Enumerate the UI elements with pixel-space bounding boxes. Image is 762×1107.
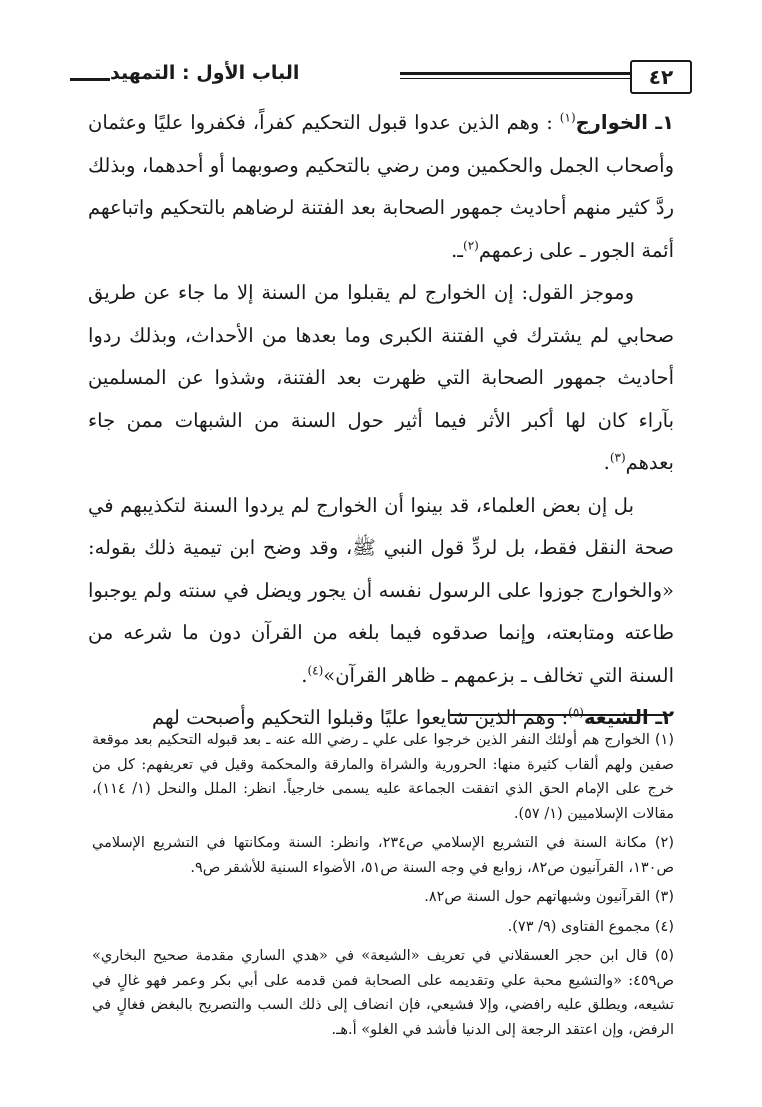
footnote-number: (٢) [654, 835, 675, 851]
page-header [70, 56, 692, 96]
paragraph-summary [88, 272, 674, 485]
footnote-text: قال ابن حجر العسقلاني في تعريف «الشيعة» في «هدي الساري مقدمة صحيح البخاري» ص٤٥٩: «والتشيع محبة علي وتقديمه على الصحابة فمن قدمه على أبي بكر وعمر فهو غالٍ في تشيعه، ويطلق عليه رافضي، وإلا فشيعي، فإن انضاف إلى ذلك السب والتصريح بالبغض فغالٍ في الرفض، وإن اعتقد الرجعة إلى الدنيا فأشد في الغلو» أ.هـ. [92, 948, 674, 1038]
footnote-separator [450, 714, 668, 716]
footnote-text: القرآنيون وشبهاتهم حول السنة ص٨٢. [424, 889, 651, 905]
paragraph-text: : وهم الذين عدوا قبول التحكيم كفراً، فكفروا عليًا وعثمان وأصحاب الجمل والحكمين ومن رضي بالتحكيم وصوبهما أو أحدهما، وبذلك ردَّ كثير منهم أحاديث جمهور الصحابة بعد الفتنة لرضاهم بالتحكيم واتباعهم أئمة الجور ـ على زعمهم [88, 111, 674, 262]
paragraph-tail: ـ. [451, 238, 464, 262]
term-khawarij: ١ـ الخوارج [575, 111, 674, 134]
footnote-ref-3[interactable]: (٣) [609, 450, 626, 465]
paragraph-text: : وهم الذين شايعوا عليًا وقبلوا التحكيم وأصبحت لهم [151, 706, 569, 729]
term-shia: ٢ـ الشيعة [583, 706, 674, 729]
footnote-number: (٤) [654, 918, 674, 935]
paragraph-text: وموجز القول: إن الخوارج لم يقبلوا من السنة إلا ما جاء عن طريق صحابي لم يشترك في الفتنة الكبرى وما بعدها من الأحداث، وبذلك ردوا أحاديث جمهور الصحابة التي ظهرت بعد الفتنة، وشذوا عن المسلمين بآراء كان لها أكبر الأثر فيما أثير حول السنة من الشبهات ممن جاء بعدهم [88, 281, 674, 474]
header-rule-tail [70, 78, 110, 81]
footnote-text: الخوارج هم أولئك النفر الذين خرجوا على علي ـ رضي الله عنه ـ بعد قبوله التحكيم بعد موقعة صفين ولهم ألقاب كثيرة منها: الحرورية والشراة والمارقة والمحكمة وقيل في تعريفهم: كل من خرج على الإمام الحق الذي اتفقت الجماعة عليه يسمى خارجياً. انظر: الملل والنحل (١/ ١١٤)، مقالات الإسلاميين (١/ ٥٧). [92, 732, 674, 822]
running-title: الباب الأول : التمهيد [110, 62, 300, 84]
footnote-4 [92, 915, 674, 940]
footnote-number: (١) [654, 732, 675, 748]
footnote-2 [92, 831, 674, 880]
footnote-1 [92, 728, 674, 826]
footnote-number: (٥) [654, 948, 674, 964]
footnote-ref-2[interactable]: (٢) [463, 238, 479, 252]
footnotes [92, 728, 674, 1047]
footnote-5 [92, 944, 674, 1042]
paragraph-tail: . [603, 451, 610, 474]
main-text [88, 102, 674, 740]
footnote-text: مجموع الفتاوى (٩/ ٧٣). [507, 918, 651, 935]
page-number: ٤٢ [630, 60, 692, 94]
footnote-3 [92, 885, 674, 910]
paragraph-khawarij [88, 102, 674, 272]
paragraph-ibn-taymiyya [88, 485, 674, 698]
paragraph-text: بل إن بعض العلماء، قد بينوا أن الخوارج لم يردوا السنة لتكذيبهم في صحة النقل فقط، بل لردِّ قول النبي ﷺ، وقد وضح ابن تيمية ذلك بقوله: «والخوارج جوزوا على الرسول نفسه أن يجور ويضل في سنته ولم يوجبوا طاعته ومتابعته، وإنما صدقوه فيما بلغه من القرآن دون ما شرعه من السنة التي تخالف ـ بزعمهم ـ ظاهر القرآن» [88, 493, 674, 687]
footnote-number: (٣) [654, 889, 674, 905]
footnote-ref-4[interactable]: (٤) [307, 663, 324, 677]
paragraph-tail: . [301, 663, 308, 687]
footnote-text: مكانة السنة في التشريع الإسلامي ص٢٣٤، وانظر: السنة ومكانتها في التشريع الإسلامي ص١٣٠، القرآنيون ص٨٢، زوابع في وجه السنة ص٥١، الأضواء السنية للأشقر ص٩. [92, 835, 674, 876]
footnote-ref-1[interactable]: (١) [559, 110, 576, 125]
header-rule [400, 72, 630, 82]
footnote-ref-5[interactable]: (٥) [568, 705, 584, 720]
